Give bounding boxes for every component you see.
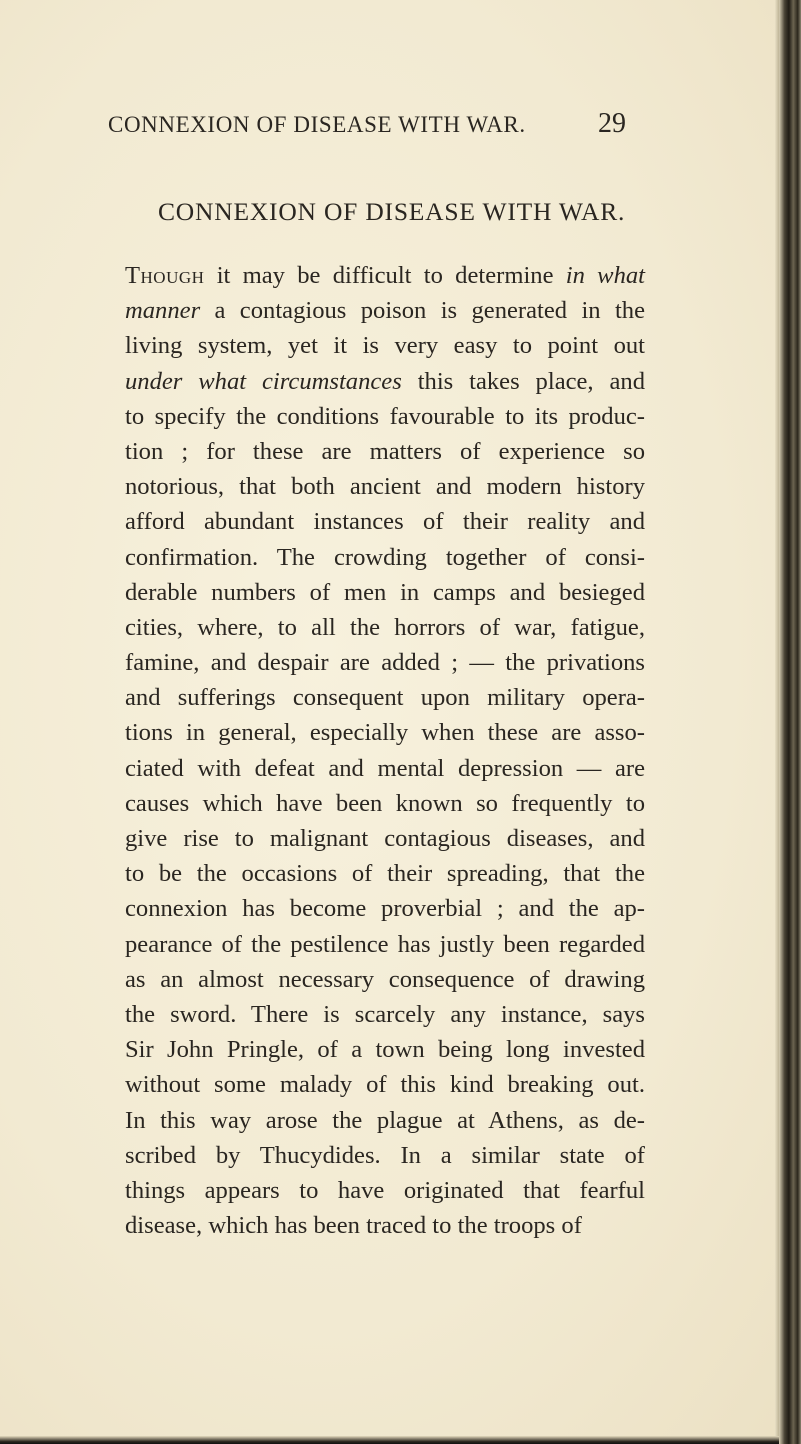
text-line [125,1067,645,1102]
text-segment: tion ; for these are matters of experience so [125,437,645,465]
text-line [125,504,645,539]
text-segment: derable numbers of men in camps and besieged [125,578,645,606]
text-line [125,891,645,926]
text-line [125,1138,645,1173]
text-line [125,610,645,645]
text-line [125,469,645,504]
text-segment: manner [125,297,201,325]
text-segment: as an almost necessary consequence of drawing [125,965,645,993]
text-segment: pearance of the pestilence has justly been regarded [125,930,645,958]
text-segment: disease, which has been traced to the troops of [125,1212,582,1240]
text-segment: to be the occasions of their spreading, that the [125,860,645,888]
text-line [125,434,645,469]
text-segment: under what circumstances [125,367,402,395]
text-line [125,856,645,891]
text-segment: living system, yet it is very easy to point out [125,332,645,360]
text-line [125,1032,645,1067]
text-line [125,645,645,680]
text-segment: scribed by Thucydides. In a similar state of [125,1141,645,1169]
running-head-title: CONNEXION OF DISEASE WITH WAR. [108,112,526,137]
page-number: 29 [598,108,626,139]
text-segment: Sir John Pringle, of a town being long invested [125,1036,645,1064]
text-line [125,927,645,962]
text-segment: in what [565,262,645,289]
text-line [125,328,645,363]
text-line [125,715,645,750]
text-segment: afford abundant instances of their reality and [125,508,645,536]
text-segment: it may be difficult to determine [204,262,566,289]
text-line [125,399,645,434]
text-line [125,1208,645,1243]
text-segment: give rise to malignant contagious diseases, and [125,825,645,852]
text-segment: confirmation. The crowding together of consi- [125,543,645,571]
text-segment: tions in general, especially when these are asso- [125,719,645,747]
text-segment: the sword. There is scarcely any instance, says [125,1000,645,1028]
text-segment: connexion has become proverbial ; and the ap- [125,895,645,923]
book-spine-edge [779,0,801,1444]
text-line [125,364,645,399]
text-segment: Though [125,262,205,289]
text-line [125,1103,645,1138]
text-line [125,997,645,1032]
text-segment: notorious, that both ancient and modern history [125,473,645,501]
text-segment: this takes place, and [401,367,645,395]
text-segment: cities, where, to all the horrors of war, fatigue, [125,613,645,641]
text-line [125,540,645,575]
text-line [125,751,645,786]
text-line [125,962,645,997]
text-segment: causes which have been known so frequently to [125,789,645,817]
text-segment: to specify the conditions favourable to its produc- [125,402,645,430]
text-segment: things appears to have originated that fearful [125,1176,645,1204]
text-segment: In this way arose the plague at Athens, as de- [125,1106,645,1134]
body-paragraph [125,258,645,1243]
page-bottom-edge [0,1436,779,1444]
text-line [125,1173,645,1208]
text-segment: ciated with defeat and mental depression — are [125,754,645,782]
text-line [125,821,645,856]
text-segment: without some malady of this kind breaking out. [125,1071,645,1099]
text-segment: and sufferings consequent upon military opera- [125,684,645,712]
chapter-heading: CONNEXION OF DISEASE WITH WAR. [158,197,626,226]
text-line [125,786,645,821]
text-line [125,258,645,293]
text-line [125,575,645,610]
running-head [108,108,626,152]
text-segment: famine, and despair are added ; — the privations [125,649,645,677]
text-line [125,293,645,328]
text-segment: a contagious poison is generated in the [200,297,645,325]
text-line [125,680,645,715]
